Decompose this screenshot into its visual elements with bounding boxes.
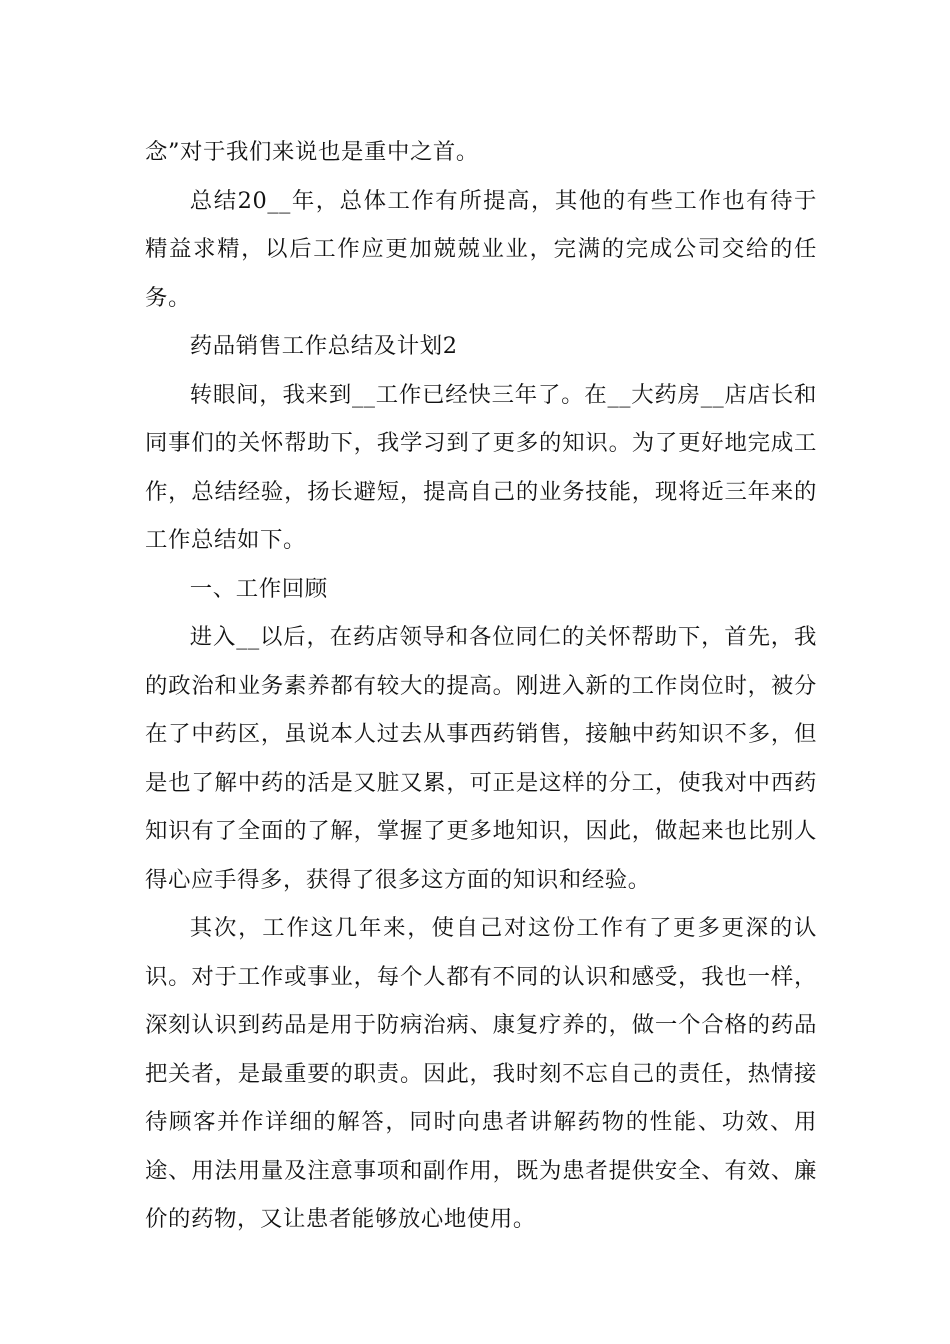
section-title: 药品销售工作总结及计划2: [189, 333, 458, 359]
subsection-heading: 一、工作回顾: [189, 575, 328, 602]
paragraph-review-second: 其次，工作这几年来，使自己对这份工作有了更多更深的认识。对于工作或事业，每个人都有不同的认识和感受，我也一样，深刻认识到药品是用于防病治病、康复疗养的，做一个合格的药品把关者，是最重要的职责。因此，我时刻不忘自己的责任，热情接待顾客并作详细的解答，同时向患者讲解药物的性能、功效、用途、用法用量及注意事项和副作用，既为患者提供安全、有效、廉价的药物，又让患者能够放心地使用。: [145, 915, 817, 1232]
paragraph-review-first: 进入__以后，在药店领导和各位同仁的关怀帮助下，首先，我的政治和业务素养都有较大的提高。刚进入新的工作岗位时，被分在了中药区，虽说本人过去从事西药销售，接触中药知识不多，但是也了解中药的活是又脏又累，可正是这样的分工，使我对中西药知识有了全面的了解，掌握了更多地知识，因此，做起来也比别人得心应手得多，获得了很多这方面的知识和经验。: [145, 624, 817, 893]
paragraph-intro: 转眼间，我来到__工作已经快三年了。在__大药房__店店长和同事们的关怀帮助下，我学习到了更多的知识。为了更好地完成工作，总结经验，扬长避短，提高自己的业务技能，现将近三年来的工作总结如下。: [145, 381, 817, 553]
paragraph-summary: 总结20__年，总体工作有所提高，其他的有些工作也有待于精益求精，以后工作应更加兢兢业业，完满的完成公司交给的任务。: [145, 187, 817, 311]
paragraph-continuation: 念”对于我们来说也是重中之首。: [145, 139, 479, 165]
document-body: [145, 128, 817, 1244]
